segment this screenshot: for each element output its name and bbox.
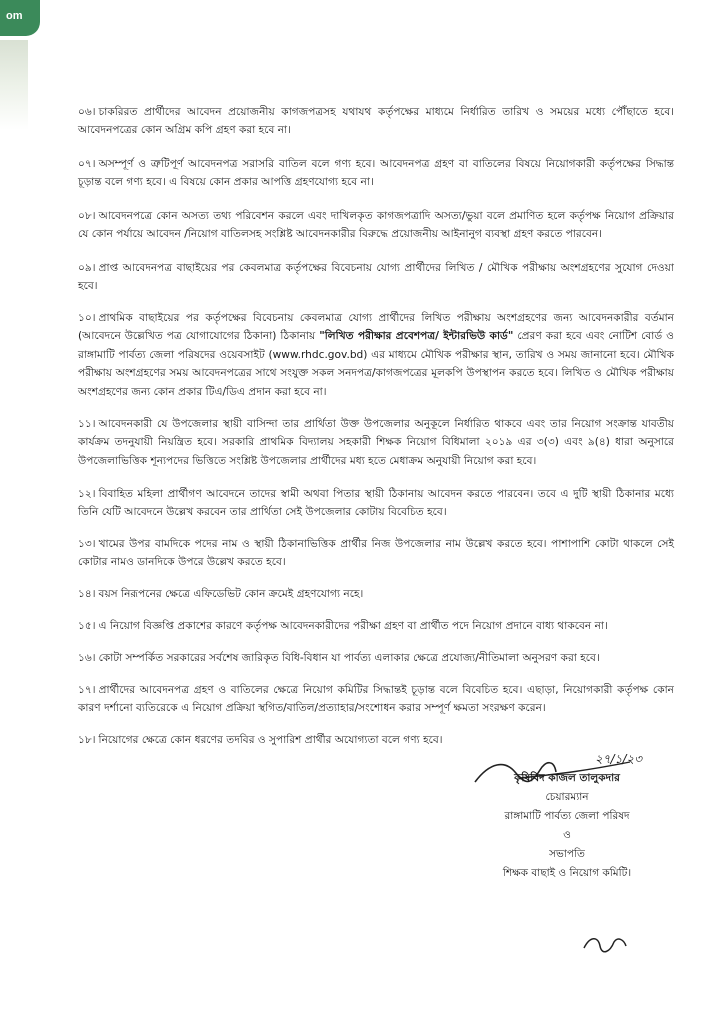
clause-text: নিয়োগের ক্ষেত্রে কোন ধরণের তদবির ও সুপারিশ প্রার্থীর অযোগ্যতা বলে গণ্য হবে।	[98, 733, 443, 746]
clause-text: কোটা সম্পর্কিত সরকারের সর্বশেষ জারিকৃত বিধি-বিধান যা পার্বত্য এলাকার ক্ষেত্রে প্রযোজ্য/নীতিমালা অনুসরণ করা হবে।	[98, 651, 600, 664]
clause-number: ১৫।	[78, 619, 96, 632]
signature-block	[452, 750, 682, 883]
clause-15	[78, 617, 674, 636]
corner-logo-badge	[0, 0, 40, 36]
clause-08	[78, 207, 674, 244]
admit-card-emphasis: "লিখিত পরীক্ষার প্রবেশপত্র/ ইন্টারভিউ কার্ড"	[319, 330, 514, 343]
clause-text: প্রাথমিক বাছাইয়ের পর কর্তৃপক্ষের বিবেচনায় কেবলমাত্র যোগ্য প্রার্থীদের লিখিত পরীক্ষায় অংশগ্রহণের জন্য আবেদনকারীর বর্তমান (আবেদনে উল্লেখিত পত্র যোগাযোগের ঠিকানা) ঠিকানায়	[78, 311, 674, 343]
clause-text-cont: প্রেরণ করা হবে এবং নোটিশ বোর্ড ও রাঙ্গামাটি পার্বত্য জেলা পরিষদের ওয়েবসাইট (www.rhdc.gov.bd) এর মাধ্যমে মৌখিক পরীক্ষার স্থান, তারিখ ও সময় জানানো হবে। মৌখিক পরীক্ষায় অংশগ্রহণের সময় আবেদনপত্রের সাথে সংযুক্ত সকল সনদপত্র/কাগজপত্রের মূলকপি উপস্থাপন করতে হবে। লিখিত ও মৌখিক পরীক্ষায় অংশগ্রহণের জন্য কোন প্রকার টিএ/ডিএ প্রদান করা হবে না।	[78, 330, 674, 398]
clause-text: বিবাহিত মহিলা প্রার্থীগণ আবেদনে তাদের স্বামী অথবা পিতার স্থায়ী ঠিকানায় আবেদন করতে পারবেন। তবে এ দুটি স্থায়ী ঠিকানার মধ্যে তিনি যেটি আবেদনে উল্লেখ করবেন তার প্রার্থিতা সেই উপজেলার কোটায় বিবেচিত হবে।	[78, 487, 674, 519]
clause-18	[78, 731, 674, 750]
clause-number: ১৩।	[78, 537, 96, 550]
clause-text: প্রার্থীদের আবেদনপত্র গ্রহণ ও বাতিলের ক্ষেত্রে নিয়োগ কমিটির সিদ্ধান্তই চূড়ান্ত বলে বিবেচিত হবে। এছাড়া, নিয়োগকারী কর্তৃপক্ষ কোন কারণ দর্শানো ব্যতিরেকে এ নিয়োগ প্রক্রিয়া স্থগিত/বাতিল/প্রত্যাহার/সংশোধন করার সম্পূর্ণ ক্ষমতা সংরক্ষণ করেন।	[78, 683, 674, 715]
clause-10	[78, 309, 674, 402]
clause-number: ০৬।	[78, 105, 96, 118]
clause-text: বয়স নিরূপনের ক্ষেত্রে এফিডেভিট কোন ক্রমেই গ্রহণযোগ্য নহে।	[98, 587, 364, 600]
clause-number: ১৬।	[78, 651, 96, 664]
corner-badge-text: om	[6, 10, 23, 22]
clause-number: ১৮।	[78, 733, 96, 746]
clause-number: ১১।	[78, 417, 96, 430]
clause-number: ১৪।	[78, 587, 96, 600]
clause-text: খামের উপর বামদিকে পদের নাম ও স্থায়ী ঠিকানাভিত্তিক প্রার্থীর নিজ উপজেলার নাম উল্লেখ করতে হবে। পাশাপাশি কোটা থাকলে সেই কোটার নামও ডানদিকে উপরে উল্লেখ করতে হবে।	[78, 537, 674, 569]
clause-06	[78, 103, 674, 140]
clause-13	[78, 535, 674, 572]
clause-text: অসম্পূর্ণ ও ত্রুটিপূর্ণ আবেদনপত্র সরাসরি বাতিল বলে গণ্য হবে। আবেদনপত্র গ্রহণ বা বাতিলের বিষয়ে নিয়োগকারী কর্তৃপক্ষের সিদ্ধান্ত চূড়ান্ত বলে গণ্য হবে। এ বিষয়ে কোন প্রকার আপত্তি গ্রহণযোগ্য হবে না।	[78, 157, 674, 189]
clause-text: আবেদনপত্রে কোন অসত্য তথ্য পরিবেশন করলে এবং দাখিলকৃত কাগজপত্রাদি অসত্য/ভুয়া বলে প্রমাণিত হলে কর্তৃপক্ষ নিয়োগ প্রক্রিয়ার যে কোন পর্যায়ে আবেদন /নিয়োগ বাতিলসহ সংশ্লিষ্ট আবেদনকারীর বিরুদ্ধে প্রয়োজনীয় আইনানুগ ব্যবস্থা গ্রহণ করতে পারবেন।	[78, 209, 674, 241]
signatory-organization: রাঙ্গামাটি পার্বত্য জেলা পরিষদ	[504, 810, 630, 822]
clause-12	[78, 485, 674, 522]
clause-number: ০৭।	[78, 157, 96, 170]
clause-text: এ নিয়োগ বিজ্ঞপ্তি প্রকাশের কারণে কর্তৃপক্ষ আবেদনকারীদের পরীক্ষা গ্রহণ বা প্রার্থীত পদে নিয়োগ প্রদানে বাধ্য থাকবেন না।	[98, 619, 608, 632]
clause-14	[78, 585, 674, 604]
initials-signature	[580, 932, 630, 956]
signatory-conjunction: ও	[563, 829, 571, 841]
signatory-name: কৃষিবিদ কাজল তালুকদার	[514, 772, 620, 784]
clause-number: ১৭।	[78, 683, 96, 696]
clause-text: আবেদনকারী যে উপজেলার স্থায়ী বাসিন্দা তার প্রার্থিতা উক্ত উপজেলার অনুকূলে নির্ধারিত থাকবে এবং তার নিয়োগ সংক্রান্ত যাবতীয় কার্যক্রম তদনুযায়ী নিয়ন্ত্রিত হবে। সরকারি প্রাথমিক বিদ্যালয় সহকারী শিক্ষক নিয়োগ বিধিমালা ২০১৯ এর ৩(৩) এবং ৯(৪) ধারা অনুসারে উপজেলাভিত্তিক শূন্যপদের ভিত্তিতে সংশ্লিষ্ট উপজেলার প্রার্থীদের মধ্য হতে মেধাক্রম অনুযায়ী নিয়োগ করা হবে।	[78, 417, 674, 467]
clause-number: ০৮।	[78, 209, 96, 222]
clause-text: প্রাপ্ত আবেদনপত্র বাছাইয়ের পর কেবলমাত্র কর্তৃপক্ষের বিবেচনায় যোগ্য প্রার্থীদের লিখিত / মৌখিক পরীক্ষায় অংশগ্রহণের সুযোগ দেওয়া হবে।	[78, 261, 674, 293]
signatory-designation: চেয়ারম্যান	[545, 791, 589, 803]
clause-number: ১২।	[78, 487, 96, 500]
clause-17	[78, 681, 674, 718]
clause-09	[78, 259, 674, 296]
clause-11	[78, 415, 674, 471]
clause-number: ০৯।	[78, 261, 96, 274]
signatory-committee: শিক্ষক বাছাই ও নিয়োগ কমিটি।	[502, 867, 632, 879]
clause-number: ১০।	[78, 311, 96, 324]
clause-07	[78, 155, 674, 192]
signature-date: ২৭/১/২৩	[594, 752, 642, 766]
clause-16	[78, 649, 674, 668]
clause-text: চাকরিরত প্রার্থীদের আবেদন প্রয়োজনীয় কাগজপত্রসহ যথাযথ কর্তৃপক্ষের মাধ্যমে নির্ধারিত তারিখ ও সময়ের মধ্যে পৌঁছাতে হবে। আবেদনপত্রের কোন অগ্রিম কপি গ্রহণ করা হবে না।	[78, 105, 674, 137]
corner-scan-artifact	[0, 40, 28, 130]
signatory-role: সভাপতি	[549, 848, 585, 860]
